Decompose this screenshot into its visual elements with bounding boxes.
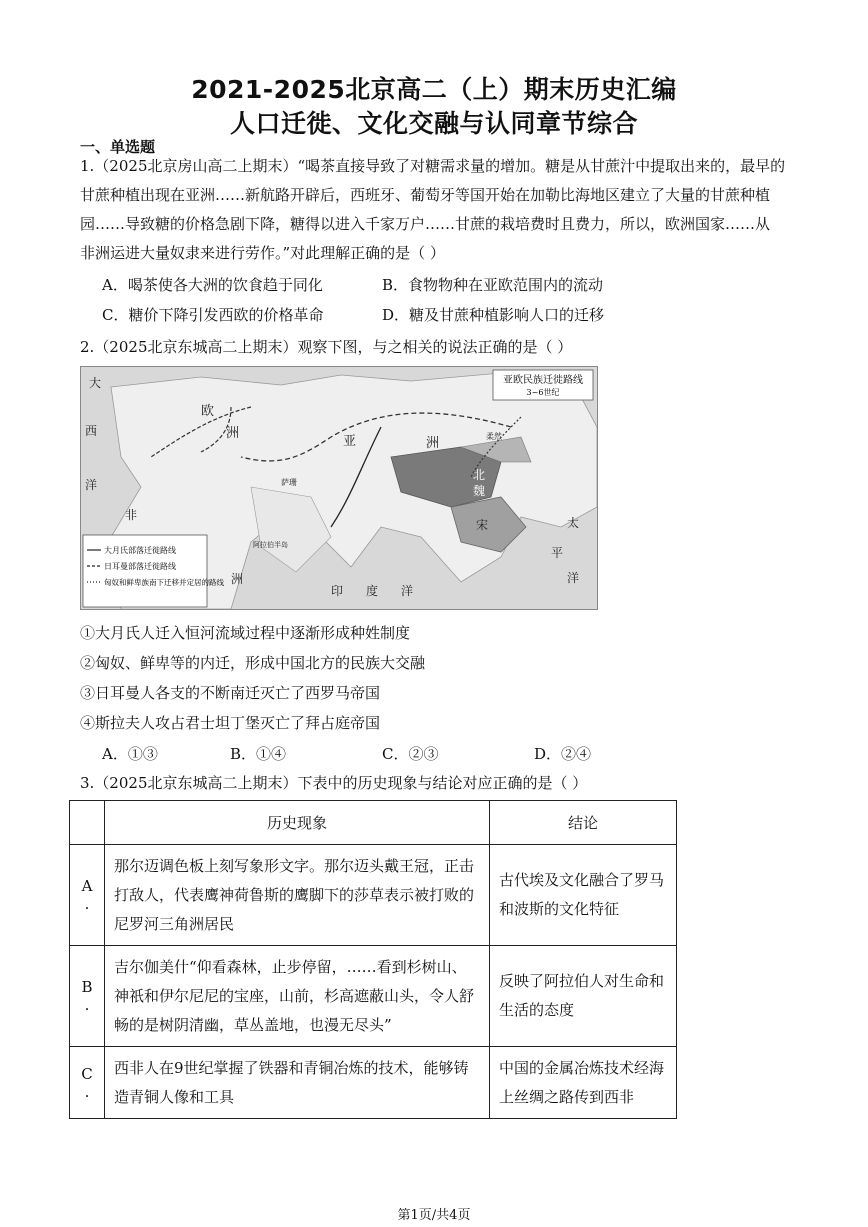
q2-statement: ③日耳曼人各支的不断南迁灭亡了西罗马帝国 (80, 684, 381, 702)
phenomenon-cell: 吉尔伽美什“仰看森林，止步停留，……看到杉树山、神祇和伊尔尼尼的宝座，山前，杉高遮蔽山头，令人舒畅的是树阴清幽，草丛盖地，也漫无尽头” (105, 946, 490, 1047)
table-row (70, 1047, 677, 1119)
row-label (70, 845, 105, 946)
q3-stem: 3.（2025北京东城高二上期末）下表中的历史现象与结论对应正确的是（ ） (80, 774, 588, 792)
conclusion-cell: 反映了阿拉伯人对生命和生活的态度 (490, 946, 677, 1047)
map-label: 柔然 (486, 432, 502, 441)
row-letter: B (81, 978, 93, 996)
map-label: 太 (567, 516, 580, 530)
table-header-cell: 历史现象 (105, 801, 490, 845)
legend-item: 大月氏部落迁徙路线 (104, 546, 176, 555)
q2-option-c: C．②③ (382, 745, 439, 763)
phenomenon-cell: 那尔迈调色板上刻写象形文字。那尔迈头戴王冠，正击打敌人，代表鹰神荷鲁斯的鹰脚下的莎草表示被打败的尼罗河三角洲居民 (105, 845, 490, 946)
q1-stem-line: 园……导致糖的价格急剧下降，糖得以进入千家万户……甘蔗的栽培费时且费力，所以，欧洲国家……从 (80, 215, 771, 233)
conclusion-cell: 中国的金属冶炼技术经海上丝绸之路传到西非 (490, 1047, 677, 1119)
map-label: 洋 (567, 571, 580, 585)
map-label: 洋 (401, 584, 414, 598)
row-letter: C (81, 1064, 93, 1083)
map-label: 西 (85, 424, 98, 438)
row-letter: A (81, 877, 93, 895)
map-label: 萨珊 (281, 478, 297, 487)
table-row (70, 946, 677, 1047)
map-label: 洲 (226, 426, 240, 441)
row-dot: . (84, 895, 90, 913)
map-label: 欧 (201, 404, 215, 419)
q1-option-b: B．食物物种在亚欧范围内的流动 (382, 276, 604, 294)
map-label: 洲 (231, 572, 244, 586)
document-title: 2021-2025北京高二（上）期末历史汇编 (191, 75, 677, 104)
row-label (70, 946, 105, 1047)
map-label: 平 (551, 546, 564, 560)
map-label: 度 (366, 584, 379, 598)
map-title: 亚欧民族迁徙路线 (503, 375, 583, 386)
phenomenon-cell: 西非人在9世纪掌握了铁器和青铜冶炼的技术，能够铸造青铜人像和工具 (105, 1047, 490, 1119)
map-label: 非 (125, 508, 138, 522)
document-subtitle: 人口迁徙、文化交融与认同章节综合 (229, 109, 638, 138)
q2-statement: ④斯拉夫人攻占君士坦丁堡灭亡了拜占庭帝国 (80, 714, 381, 732)
history-table (69, 800, 677, 1119)
q1-option-c: C．糖价下降引发西欧的价格革命 (102, 306, 324, 324)
map-label: 阿拉伯半岛 (253, 541, 288, 549)
q2-statement: ①大月氏人迁入恒河流域过程中逐渐形成种姓制度 (80, 624, 411, 642)
table-header-cell: 结论 (490, 801, 677, 845)
map-label: 大 (89, 376, 102, 390)
legend-item: 匈奴和鲜卑族南下迁移并定居的路线 (104, 578, 224, 587)
table-header-row (70, 801, 677, 845)
map-subtitle: 3~6世纪 (526, 388, 560, 397)
conclusion-cell: 古代埃及文化融合了罗马和波斯的文化特征 (490, 845, 677, 946)
map-label: 亚 (343, 434, 357, 449)
q2-option-a: A．①③ (102, 745, 158, 763)
table-row (70, 845, 677, 946)
q2-option-b: B．①④ (230, 745, 287, 763)
row-label (70, 1047, 105, 1119)
map-label: 印 (331, 584, 344, 598)
section-heading: 一、单选题 (80, 138, 156, 156)
row-dot: . (84, 996, 90, 1014)
migration-map (80, 366, 598, 610)
map-label: 宋 (476, 518, 489, 532)
page-number: 第1页/共4页 (397, 1208, 471, 1223)
q1-stem-line: 非洲运进大量奴隶来进行劳作。”对此理解正确的是（ ） (80, 244, 445, 262)
table-header-cell (70, 801, 105, 845)
q2-statement: ②匈奴、鲜卑等的内迁，形成中国北方的民族大交融 (80, 654, 426, 672)
map-label: 洲 (426, 436, 440, 451)
map-label: 北 (473, 468, 486, 482)
q1-option-a: A．喝茶使各大洲的饮食趋于同化 (102, 276, 323, 294)
q2-stem: 2.（2025北京东城高二上期末）观察下图，与之相关的说法正确的是（ ） (80, 338, 573, 356)
map-label: 魏 (473, 484, 486, 498)
q1-stem-line: 甘蔗种植出现在亚洲……新航路开辟后，西班牙、葡萄牙等国开始在加勒比海地区建立了大量的甘蔗种植 (80, 186, 771, 204)
q1-option-d: D．糖及甘蔗种植影响人口的迁移 (382, 306, 605, 324)
row-dot: . (84, 1082, 90, 1101)
q1-stem-line: 1.（2025北京房山高二上期末）“喝茶直接导致了对糖需求量的增加。糖是从甘蔗汁中提取出来的，最早的 (80, 157, 786, 175)
legend-item: 日耳曼部落迁徙路线 (104, 562, 176, 571)
q2-option-d: D．②④ (534, 745, 592, 763)
map-label: 洋 (85, 478, 98, 492)
